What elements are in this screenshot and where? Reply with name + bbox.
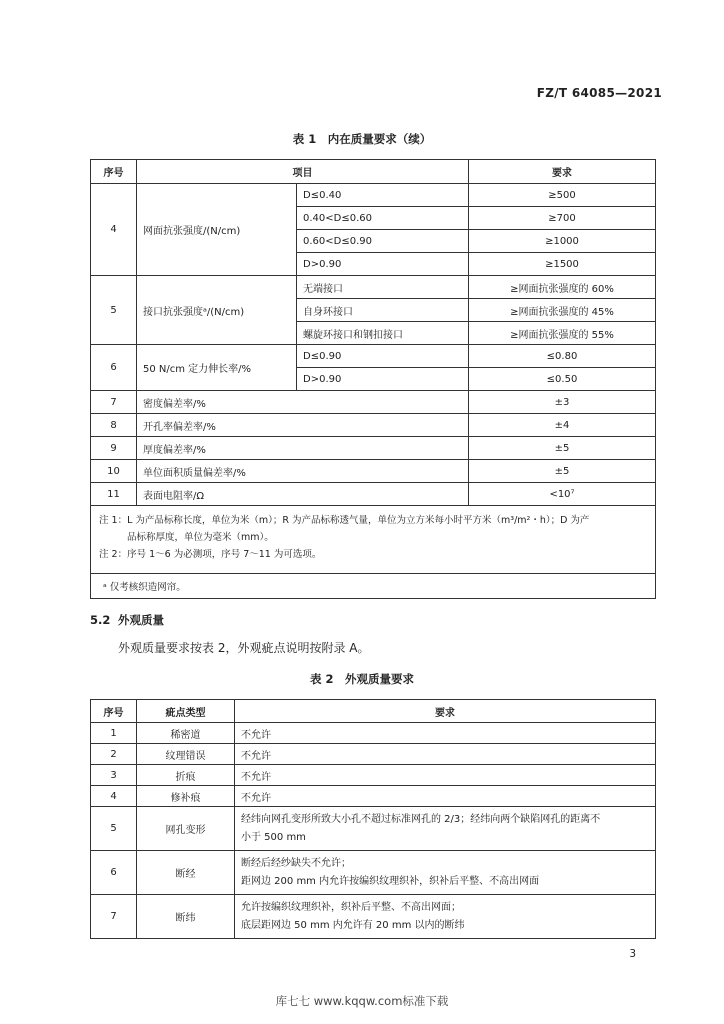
row-type: 断纬 <box>137 895 235 939</box>
row-cond: D>0.90 <box>297 253 469 276</box>
row-req <box>235 895 656 939</box>
row-cond: 无端接口 <box>297 276 469 299</box>
note-1-line-2: 品标称厚度，单位为毫米（mm）。 <box>127 532 274 543</box>
row-cond: 0.40<D≤0.60 <box>297 207 469 230</box>
section-title: 外观质量 <box>118 613 164 627</box>
row-no: 7 <box>91 391 137 414</box>
row-type: 纹理错误 <box>137 744 235 765</box>
row-no: 1 <box>91 723 137 744</box>
header-type: 疵点类型 <box>137 700 235 723</box>
row-req: ±3 <box>469 391 656 414</box>
row-item: 密度偏差率/% <box>137 391 469 414</box>
table-row <box>91 483 656 506</box>
row-no: 4 <box>91 184 137 276</box>
row-req <box>235 851 656 895</box>
row-cond: D≤0.90 <box>297 345 469 368</box>
table1 <box>90 159 656 599</box>
row-req: ≥网面抗张强度的 55% <box>469 322 656 345</box>
row-item: 表面电阻率/Ω <box>137 483 469 506</box>
row-item: 单位面积质量偏差率/% <box>137 460 469 483</box>
row-no: 8 <box>91 414 137 437</box>
table-row <box>91 851 656 895</box>
row-req: ≥网面抗张强度的 60% <box>469 276 656 299</box>
table-row <box>91 391 656 414</box>
row-item: 开孔率偏差率/% <box>137 414 469 437</box>
row-req <box>235 807 656 851</box>
table-row <box>91 184 656 207</box>
row-req: 不允许 <box>235 723 656 744</box>
table1-header-row <box>91 160 656 184</box>
row-req: <10⁷ <box>469 483 656 506</box>
row-cond: D>0.90 <box>297 368 469 391</box>
row-type: 修补痕 <box>137 786 235 807</box>
row-req: ±5 <box>469 437 656 460</box>
row-type: 折痕 <box>137 765 235 786</box>
row-no: 6 <box>91 851 137 895</box>
footer-watermark: 库七七 www.kqqw.com标准下载 <box>275 994 449 1008</box>
table-row <box>91 345 656 368</box>
note-2: 注 2：序号 1～6 为必测项，序号 7～11 为可选项。 <box>99 549 322 560</box>
row-req: ±4 <box>469 414 656 437</box>
row-type: 断经 <box>137 851 235 895</box>
row-type: 网孔变形 <box>137 807 235 851</box>
row-no: 4 <box>91 786 137 807</box>
row-no: 6 <box>91 345 137 391</box>
section-paragraph: 外观质量要求按表 2，外观疵点说明按附录 A。 <box>118 641 370 655</box>
notes-row <box>91 506 656 574</box>
req-line: 断经后经纱缺失不允许； <box>241 857 351 869</box>
row-item: 50 N/cm 定力伸长率/% <box>137 345 297 391</box>
row-no: 3 <box>91 765 137 786</box>
row-req: ≥1000 <box>469 230 656 253</box>
table-row <box>91 276 656 299</box>
req-line: 经纬向网孔变形所致大小孔不超过标准网孔的 2/3；经纬向两个缺陷网孔的距离不 <box>241 813 601 825</box>
row-req: ≤0.80 <box>469 345 656 368</box>
row-cond: 螺旋环接口和钢扣接口 <box>297 322 469 345</box>
row-cond: D≤0.40 <box>297 184 469 207</box>
row-req: 不允许 <box>235 786 656 807</box>
row-type: 稀密道 <box>137 723 235 744</box>
table-row <box>91 765 656 786</box>
row-cond: 0.60<D≤0.90 <box>297 230 469 253</box>
table2-caption: 表 2 外观质量要求 <box>309 672 414 686</box>
document-code: FZ/T 64085—2021 <box>536 86 662 100</box>
row-no: 7 <box>91 895 137 939</box>
table1-caption: 表 1 内在质量要求（续） <box>292 132 432 146</box>
footnote: ᵃ 仅考核织造网帘。 <box>91 574 656 599</box>
table2 <box>90 699 656 939</box>
req-line: 小于 500 mm <box>241 831 306 843</box>
table-row <box>91 437 656 460</box>
row-no: 2 <box>91 744 137 765</box>
row-item: 厚度偏差率/% <box>137 437 469 460</box>
note-1-line-1: 注 1：L 为产品标称长度，单位为米（m）；R 为产品标称透气量，单位为立方米每小时平方米（m³/m²・h）；D 为产 <box>99 515 590 526</box>
row-req: ≤0.50 <box>469 368 656 391</box>
row-item: 接口抗张强度ᵃ/(N/cm) <box>137 276 297 345</box>
header-req: 要求 <box>235 700 656 723</box>
header-no: 序号 <box>91 160 137 184</box>
table-row <box>91 807 656 851</box>
req-line: 允许按编织纹理织补，织补后平整、不高出网面； <box>241 901 461 913</box>
req-line: 底层距网边 50 mm 内允许有 20 mm 以内的断纬 <box>241 919 465 931</box>
table-row <box>91 414 656 437</box>
section-heading <box>90 612 164 628</box>
row-no: 5 <box>91 276 137 345</box>
page-number: 3 <box>629 948 636 960</box>
row-req: 不允许 <box>235 744 656 765</box>
table2-header-row <box>91 700 656 723</box>
table-row <box>91 895 656 939</box>
section-number: 5.2 <box>90 613 111 627</box>
row-req: ≥500 <box>469 184 656 207</box>
table-row <box>91 744 656 765</box>
row-no: 11 <box>91 483 137 506</box>
row-no: 10 <box>91 460 137 483</box>
row-req: ≥1500 <box>469 253 656 276</box>
table-row <box>91 460 656 483</box>
footnote-row <box>91 574 656 599</box>
row-req: ≥700 <box>469 207 656 230</box>
row-cond: 自身环接口 <box>297 299 469 322</box>
row-no: 5 <box>91 807 137 851</box>
header-item: 项目 <box>137 160 469 184</box>
row-req: ≥网面抗张强度的 45% <box>469 299 656 322</box>
header-req: 要求 <box>469 160 656 184</box>
header-no: 序号 <box>91 700 137 723</box>
row-req: ±5 <box>469 460 656 483</box>
row-item: 网面抗张强度/(N/cm) <box>137 184 297 276</box>
table-row <box>91 786 656 807</box>
row-no: 9 <box>91 437 137 460</box>
req-line: 距网边 200 mm 内允许按编织纹理织补，织补后平整、不高出网面 <box>241 875 540 887</box>
row-req: 不允许 <box>235 765 656 786</box>
table-row <box>91 723 656 744</box>
notes <box>91 506 656 574</box>
